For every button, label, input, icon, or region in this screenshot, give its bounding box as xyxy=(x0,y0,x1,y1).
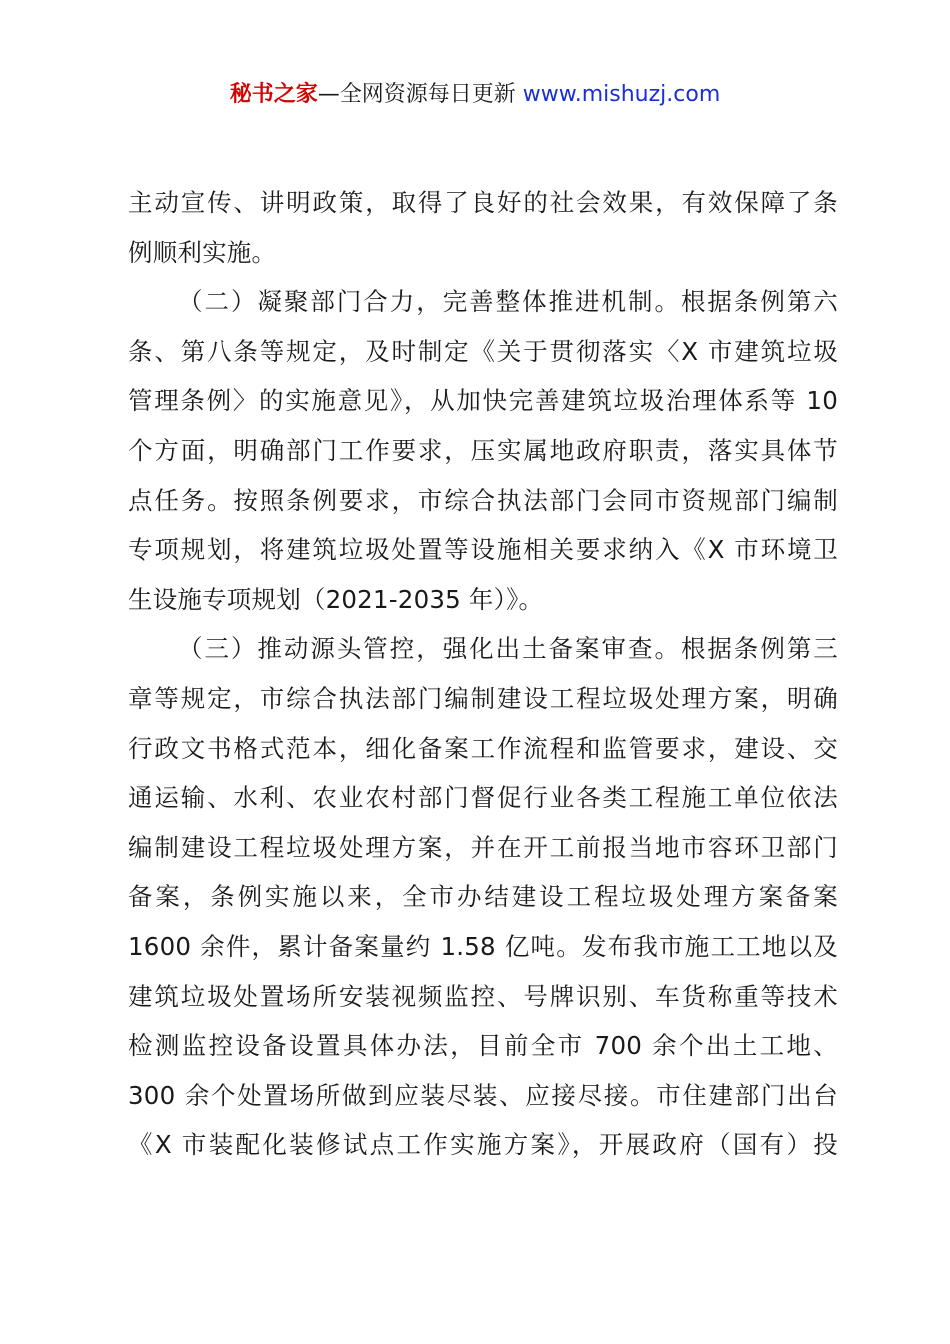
text-line: （二）凝聚部门合力，完善整体推进机制。根据条例第六 xyxy=(178,287,838,317)
text-line: 条、第八条等规定，及时制定《关于贯彻落实〈X 市建筑垃圾 xyxy=(128,336,838,366)
page-header xyxy=(0,78,950,112)
text-line: （三）推动源头管控，强化出土备案审查。根据条例第三 xyxy=(178,634,838,664)
text-line: 检测监控设备设置具体办法，目前全市 700 余个出土工地、 xyxy=(128,1031,838,1061)
site-url-link[interactable]: www.mishuzj.com xyxy=(522,82,721,107)
text-line: 《X 市装配化装修试点工作实施方案》，开展政府（国有）投 xyxy=(128,1130,838,1160)
text-line: 章等规定，市综合执法部门编制建设工程垃圾处理方案，明确 xyxy=(128,683,838,713)
text-line: 管理条例〉的实施意见》，从加快完善建筑垃圾治理体系等 10 xyxy=(128,386,838,416)
text-line: 编制建设工程垃圾处理方案，并在开工前报当地市容环卫部门 xyxy=(128,832,838,862)
text-line: 行政文书格式范本，细化备案工作流程和监管要求，建设、交 xyxy=(128,733,838,763)
header-tagline: —全网资源每日更新 xyxy=(317,82,516,107)
text-line: 主动宣传、讲明政策，取得了良好的社会效果，有效保障了条 xyxy=(128,188,838,217)
text-line: 备案，条例实施以来，全市办结建设工程垃圾处理方案备案 xyxy=(128,882,838,912)
text-line: 建筑垃圾处置场所安装视频监控、号牌识别、车货称重等技术 xyxy=(128,981,838,1011)
text-line: 专项规划，将建筑垃圾处置等设施相关要求纳入《X 市环境卫 xyxy=(128,535,838,565)
text-line: 点任务。按照条例要求，市综合执法部门会同市资规部门编制 xyxy=(128,485,838,515)
text-line: 1600 余件，累计备案量约 1.58 亿吨。发布我市施工工地以及 xyxy=(128,931,838,961)
text-line: 通运输、水利、农业农村部门督促行业各类工程施工单位依法 xyxy=(128,783,838,813)
brand-name: 秘书之家 xyxy=(229,82,318,107)
document-body xyxy=(128,178,838,1170)
text-line: 例顺利实施。 xyxy=(128,237,277,267)
text-line: 生设施专项规划（2021-2035 年）》。 xyxy=(128,584,544,614)
text-line: 300 余个处置场所做到应装尽装、应接尽接。市住建部门出台 xyxy=(128,1080,838,1110)
text-line: 个方面，明确部门工作要求，压实属地政府职责，落实具体节 xyxy=(128,435,838,465)
